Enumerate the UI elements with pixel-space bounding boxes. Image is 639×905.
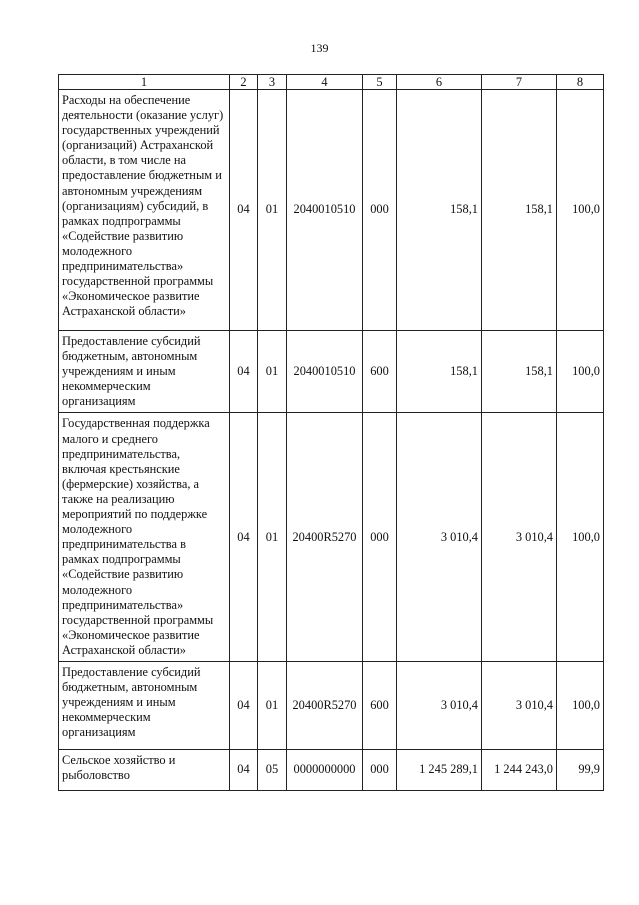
- subsection-code-cell: 01: [258, 661, 287, 749]
- expense-type-cell: 600: [363, 661, 397, 749]
- table-row: [59, 749, 604, 790]
- executed-amount-cell: 158,1: [482, 90, 557, 331]
- target-article-cell: 2040010510: [287, 331, 363, 413]
- expense-type-cell: 000: [363, 90, 397, 331]
- planned-amount-cell: 1 245 289,1: [397, 749, 482, 790]
- executed-amount-cell: 3 010,4: [482, 413, 557, 662]
- header-cell-1: 1: [59, 75, 230, 90]
- row-name-cell: Предоставление субсидий бюджетным, автономным учреждениям и иным некоммерческим организациям: [59, 661, 230, 749]
- expense-type-cell: 000: [363, 413, 397, 662]
- table-row: [59, 413, 604, 662]
- table-row: [59, 90, 604, 331]
- executed-amount-cell: 158,1: [482, 331, 557, 413]
- target-article-cell: 0000000000: [287, 749, 363, 790]
- executed-amount-cell: 3 010,4: [482, 661, 557, 749]
- executed-amount-cell: 1 244 243,0: [482, 749, 557, 790]
- execution-percent-cell: 99,9: [557, 749, 604, 790]
- header-cell-8: 8: [557, 75, 604, 90]
- execution-percent-cell: 100,0: [557, 661, 604, 749]
- header-cell-4: 4: [287, 75, 363, 90]
- subsection-code-cell: 01: [258, 331, 287, 413]
- section-code-cell: 04: [230, 749, 258, 790]
- row-name-cell: Сельское хозяйство и рыболовство: [59, 749, 230, 790]
- row-name-cell: Предоставление субсидий бюджетным, автономным учреждениям и иным некоммерческим организациям: [59, 331, 230, 413]
- execution-percent-cell: 100,0: [557, 413, 604, 662]
- header-cell-2: 2: [230, 75, 258, 90]
- table-row: [59, 661, 604, 749]
- planned-amount-cell: 3 010,4: [397, 661, 482, 749]
- header-row: [59, 75, 604, 90]
- planned-amount-cell: 3 010,4: [397, 413, 482, 662]
- section-code-cell: 04: [230, 661, 258, 749]
- target-article-cell: 20400R5270: [287, 413, 363, 662]
- subsection-code-cell: 01: [258, 413, 287, 662]
- execution-percent-cell: 100,0: [557, 90, 604, 331]
- header-cell-3: 3: [258, 75, 287, 90]
- expense-type-cell: 000: [363, 749, 397, 790]
- header-cell-6: 6: [397, 75, 482, 90]
- planned-amount-cell: 158,1: [397, 90, 482, 331]
- target-article-cell: 20400R5270: [287, 661, 363, 749]
- header-cell-7: 7: [482, 75, 557, 90]
- section-code-cell: 04: [230, 413, 258, 662]
- budget-table: [58, 74, 604, 791]
- subsection-code-cell: 05: [258, 749, 287, 790]
- row-name-cell: Расходы на обеспечение деятельности (оказание услуг) государственных учреждений (организаций) Астраханской области, в том числе на предоставление бюджетным и автономным учреждениям (организациям) субсидий, в рамках подпрограммы «Содействие развитию молодежного предпринимательства» государственной программы «Экономическое развитие Астраханской области»: [59, 90, 230, 331]
- target-article-cell: 2040010510: [287, 90, 363, 331]
- header-cell-5: 5: [363, 75, 397, 90]
- subsection-code-cell: 01: [258, 90, 287, 331]
- table-row: [59, 331, 604, 413]
- planned-amount-cell: 158,1: [397, 331, 482, 413]
- page-number: 139: [310, 41, 329, 55]
- row-name-cell: Государственная поддержка малого и среднего предпринимательства, включая крестьянские (фермерские) хозяйства, а также на реализацию мероприятий по поддержке молодежного предпринимательства в рамках подпрограммы «Содействие развитию молодежного предпринимательства» государственной программы «Экономическое развитие Астраханской области»: [59, 413, 230, 662]
- execution-percent-cell: 100,0: [557, 331, 604, 413]
- section-code-cell: 04: [230, 90, 258, 331]
- expense-type-cell: 600: [363, 331, 397, 413]
- section-code-cell: 04: [230, 331, 258, 413]
